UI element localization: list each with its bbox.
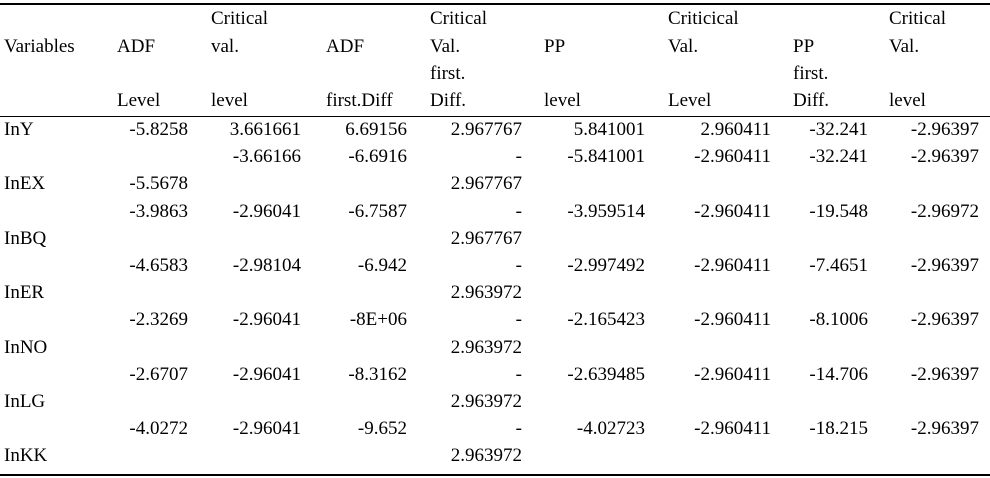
header-crit-first-4: Diff. bbox=[430, 90, 467, 111]
header-pp-first-1: PP bbox=[793, 36, 815, 57]
header-crit-first-3: first. bbox=[430, 63, 466, 84]
header-adf-level: Level bbox=[117, 90, 161, 111]
header-crit-pp-3: Level bbox=[668, 90, 712, 111]
row-value-c7: -32.241 bbox=[809, 146, 868, 167]
header-crit-first-1: Critical bbox=[430, 8, 487, 29]
row-value-c8: -2.96397 bbox=[910, 418, 979, 439]
row-variable: InEX bbox=[4, 173, 46, 194]
row-value-c6: -2.960411 bbox=[694, 309, 771, 330]
row-value-c4: 2.967767 bbox=[450, 119, 522, 140]
row-value-c3: -8E+06 bbox=[349, 309, 407, 330]
row-value-c8: -2.96397 bbox=[910, 119, 979, 140]
row-value-c8: -2.96397 bbox=[910, 146, 979, 167]
header-crit-level-3: level bbox=[211, 90, 248, 111]
header-crit-pp-2: Val. bbox=[668, 36, 699, 57]
row-value-c5: -3.959514 bbox=[567, 201, 645, 222]
row-variable: InNO bbox=[4, 337, 48, 358]
bottom-rule bbox=[0, 474, 990, 476]
row-value-c8: -2.96397 bbox=[910, 255, 979, 276]
row-value-c4: - bbox=[515, 309, 522, 330]
row-variable: InKK bbox=[4, 445, 48, 466]
header-crit-level-2: val. bbox=[211, 36, 239, 57]
row-value-c4: - bbox=[515, 418, 522, 439]
row-value-c4: 2.963972 bbox=[450, 337, 522, 358]
row-value-c1: -4.0272 bbox=[129, 418, 188, 439]
row-value-c2: -2.96041 bbox=[232, 309, 301, 330]
row-value-c4: - bbox=[515, 146, 522, 167]
row-value-c3: -6.6916 bbox=[348, 146, 407, 167]
row-variable: InER bbox=[4, 282, 45, 303]
row-value-c2: -2.96041 bbox=[232, 364, 301, 385]
header-pp: PP bbox=[544, 36, 566, 57]
row-value-c4: - bbox=[515, 255, 522, 276]
row-value-c3: -8.3162 bbox=[348, 364, 407, 385]
header-crit-level-1: Critical bbox=[211, 8, 268, 29]
header-adf-first-2: first.Diff bbox=[326, 90, 393, 111]
row-value-c4: 2.963972 bbox=[450, 282, 522, 303]
header-pp-level: level bbox=[544, 90, 581, 111]
row-value-c7: -19.548 bbox=[809, 201, 868, 222]
row-value-c1: -4.6583 bbox=[129, 255, 188, 276]
top-rule bbox=[0, 3, 990, 5]
row-variable: InBQ bbox=[4, 228, 47, 249]
row-value-c5: -4.02723 bbox=[576, 418, 645, 439]
row-value-c7: -14.706 bbox=[809, 364, 868, 385]
header-crit-pp-first-3: level bbox=[889, 90, 926, 111]
row-value-c8: -2.96397 bbox=[910, 364, 979, 385]
row-value-c6: 2.960411 bbox=[700, 119, 771, 140]
row-variable: InY bbox=[4, 119, 34, 140]
header-adf: ADF bbox=[117, 36, 156, 57]
header-crit-pp-first-2: Val. bbox=[889, 36, 920, 57]
row-value-c1: -5.5678 bbox=[129, 173, 188, 194]
row-value-c8: -2.96972 bbox=[910, 201, 979, 222]
row-value-c4: 2.963972 bbox=[450, 445, 522, 466]
row-value-c5: -2.997492 bbox=[567, 255, 645, 276]
row-value-c5: -5.841001 bbox=[567, 146, 645, 167]
header-pp-first-2: first. bbox=[793, 63, 829, 84]
row-value-c3: -6.942 bbox=[357, 255, 407, 276]
header-adf-first: ADF bbox=[326, 36, 365, 57]
row-value-c6: -2.960411 bbox=[694, 418, 771, 439]
row-value-c2: -2.98104 bbox=[232, 255, 301, 276]
row-value-c8: -2.96397 bbox=[910, 309, 979, 330]
row-value-c2: -2.96041 bbox=[232, 201, 301, 222]
row-value-c6: -2.960411 bbox=[694, 364, 771, 385]
row-value-c4: 2.967767 bbox=[450, 228, 522, 249]
row-value-c1: -3.9863 bbox=[129, 201, 188, 222]
header-pp-first-3: Diff. bbox=[793, 90, 830, 111]
row-value-c1: -5.8258 bbox=[129, 119, 188, 140]
row-value-c5: -2.639485 bbox=[567, 364, 645, 385]
row-value-c4: 2.967767 bbox=[450, 173, 522, 194]
row-value-c3: 6.69156 bbox=[345, 119, 407, 140]
row-value-c6: -2.960411 bbox=[694, 201, 771, 222]
row-value-c4: - bbox=[515, 201, 522, 222]
row-value-c7: -18.215 bbox=[809, 418, 868, 439]
row-value-c2: 3.661661 bbox=[229, 119, 301, 140]
row-variable: InLG bbox=[4, 391, 46, 412]
row-value-c7: -7.4651 bbox=[809, 255, 868, 276]
header-crit-pp-first-1: Critical bbox=[889, 8, 946, 29]
header-variables: Variables bbox=[4, 36, 75, 57]
row-value-c4: 2.963972 bbox=[450, 391, 522, 412]
row-value-c2: -3.66166 bbox=[232, 146, 301, 167]
row-value-c7: -32.241 bbox=[809, 119, 868, 140]
row-value-c7: -8.1006 bbox=[809, 309, 868, 330]
header-rule bbox=[0, 116, 990, 117]
row-value-c1: -2.3269 bbox=[129, 309, 188, 330]
row-value-c3: -6.7587 bbox=[348, 201, 407, 222]
row-value-c1: -2.6707 bbox=[129, 364, 188, 385]
row-value-c3: -9.652 bbox=[357, 418, 407, 439]
row-value-c6: -2.960411 bbox=[694, 255, 771, 276]
header-crit-first-2: Val. bbox=[430, 36, 461, 57]
header-crit-pp-1: Criticical bbox=[668, 8, 739, 29]
row-value-c5: 5.841001 bbox=[573, 119, 645, 140]
row-value-c6: -2.960411 bbox=[694, 146, 771, 167]
row-value-c4: - bbox=[515, 364, 522, 385]
row-value-c2: -2.96041 bbox=[232, 418, 301, 439]
row-value-c5: -2.165423 bbox=[567, 309, 645, 330]
